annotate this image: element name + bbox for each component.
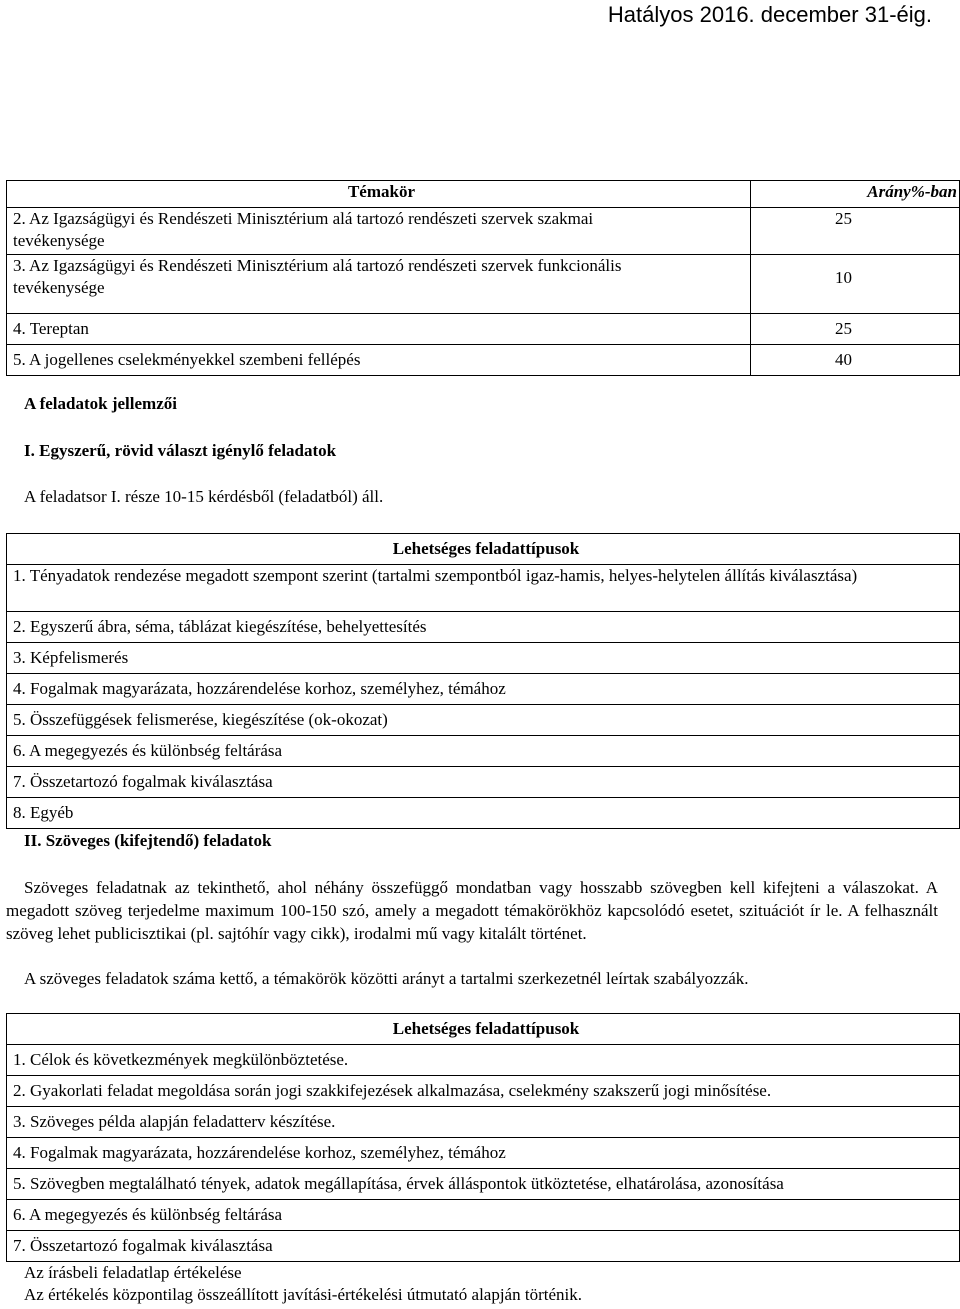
- task-types-header: Lehetséges feladattípusok: [7, 1014, 960, 1045]
- task-type-item: 2. Gyakorlati feladat megoldása során jogi szakkifejezések alkalmazása, cselekmény szakszerű jogi minősítése.: [7, 1076, 960, 1107]
- section-1-title: I. Egyszerű, rövid választ igénylő feladatok: [24, 441, 337, 460]
- section-2-paragraph-1: Szöveges feladatnak az tekinthető, ahol néhány összefüggő mondatban vagy hosszabb szövegben kell kifejteni a válaszokat. A megadott szöveg terjedelme maximum 100-150 szó, amely a megadott témakörökhöz kapcsolódó esetet, szituációt ír le. A felhasznált szöveg lehet publicisztikai (pl. sajtóhír vagy cikk), irodalmi mű vagy kitalált történet.: [6, 878, 938, 943]
- task-type-item: 3. Képfelismerés: [7, 643, 960, 674]
- topic-cell: 3. Az Igazságügyi és Rendészeti Minisztérium alá tartozó rendészeti szervek funkcionális tevékenysége: [7, 255, 751, 314]
- features-heading: A feladatok jellemzői: [24, 394, 177, 413]
- evaluation-title: Az írásbeli feladatlap értékelése: [24, 1263, 242, 1282]
- ratio-column-header: Arány%-ban: [751, 181, 960, 208]
- task-type-item: 4. Fogalmak magyarázata, hozzárendelése korhoz, személyhez, témához: [7, 674, 960, 705]
- topic-cell: 2. Az Igazságügyi és Rendészeti Minisztérium alá tartozó rendészeti szervek szakmai tevékenysége: [7, 208, 751, 255]
- ratio-cell: 25: [751, 208, 960, 255]
- topic-cell: 5. A jogellenes cselekményekkel szembeni fellépés: [7, 345, 751, 376]
- task-type-item: 1. Célok és következmények megkülönböztetése.: [7, 1045, 960, 1076]
- task-type-item: 7. Összetartozó fogalmak kiválasztása: [7, 767, 960, 798]
- task-types-table-2: [6, 1013, 960, 1262]
- section-2-paragraph-2: A szöveges feladatok száma kettő, a témakörök közötti arányt a tartalmi szerkezetnél leírtak szabályozzák.: [24, 969, 749, 988]
- task-type-item: 7. Összetartozó fogalmak kiválasztása: [7, 1231, 960, 1262]
- task-type-item: 4. Fogalmak magyarázata, hozzárendelése korhoz, személyhez, témához: [7, 1138, 960, 1169]
- task-type-item: 3. Szöveges példa alapján feladatterv készítése.: [7, 1107, 960, 1138]
- task-type-item: 8. Egyéb: [7, 798, 960, 829]
- evaluation-text: Az értékelés központilag összeállított javítási-értékelési útmutató alapján történik.: [24, 1285, 582, 1304]
- topic-column-header: Témakör: [7, 181, 751, 208]
- ratio-cell: 40: [751, 345, 960, 376]
- task-types-table-1: [6, 533, 960, 829]
- section-2-title: II. Szöveges (kifejtendő) feladatok: [24, 831, 272, 850]
- task-type-item: 2. Egyszerű ábra, séma, táblázat kiegészítése, behelyettesítés: [7, 612, 960, 643]
- task-type-item: 6. A megegyezés és különbség feltárása: [7, 1200, 960, 1231]
- topic-cell: 4. Tereptan: [7, 314, 751, 345]
- task-type-item: 5. Szövegben megtalálható tények, adatok megállapítása, érvek álláspontok ütköztetése, elhatárolása, azonosítása: [7, 1169, 960, 1200]
- ratio-cell: 10: [751, 255, 960, 314]
- validity-header: Hatályos 2016. december 31-éig.: [607, 2, 932, 27]
- ratio-cell: 25: [751, 314, 960, 345]
- task-type-item: 6. A megegyezés és különbség feltárása: [7, 736, 960, 767]
- task-type-item: 5. Összefüggések felismerése, kiegészítése (ok-okozat): [7, 705, 960, 736]
- task-type-item: 1. Tényadatok rendezése megadott szempont szerint (tartalmi szempontból igaz-hamis, helyes-helytelen állítás kiválasztása): [7, 565, 960, 612]
- task-types-header: Lehetséges feladattípusok: [7, 534, 960, 565]
- topics-table: [6, 180, 960, 376]
- section-1-intro: A feladatsor I. része 10-15 kérdésből (feladatból) áll.: [24, 487, 384, 506]
